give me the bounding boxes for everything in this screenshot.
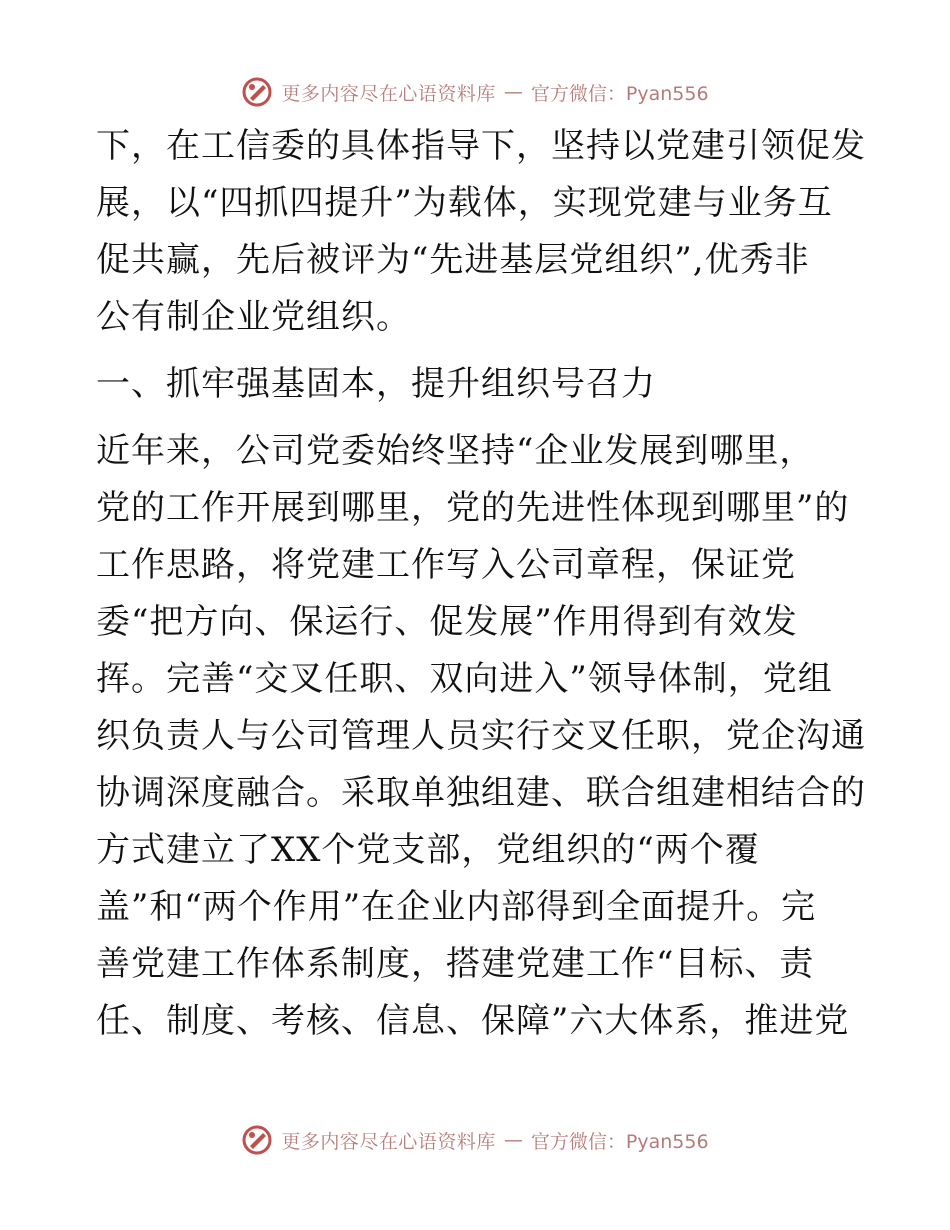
watermark-text: 更多内容尽在心语资料库 (281, 1130, 496, 1153)
brand-logo-icon (241, 1124, 273, 1156)
text-line: 方式建立了XX个党支部，党组织的“两个覆 (96, 830, 760, 870)
text-line: 任、制度、考核、信息、保障”六大体系，推进党 (96, 1001, 850, 1041)
watermark-separator: — (503, 1129, 523, 1151)
heading-line: 一、抓牢强基固本，提升组织号召力 (96, 364, 656, 404)
text-line: 协调深度融合。采取单独组建、联合组建相结合的 (96, 773, 866, 813)
text-line: 党的工作开展到哪里，党的先进性体现到哪里”的 (96, 488, 850, 528)
watermark-header (0, 72, 950, 112)
text-line: 委“把方向、保运行、促发展”作用得到有效发 (96, 602, 798, 642)
paragraph-body (96, 423, 866, 1050)
watermark-text: 更多内容尽在心语资料库 (281, 82, 496, 105)
paragraph-intro (96, 118, 866, 346)
section-heading (96, 356, 856, 413)
watermark-contact: 官方微信：Pyan556 (530, 1130, 709, 1153)
text-line: 近年来，公司党委始终坚持“企业发展到哪里， (96, 431, 815, 471)
text-line: 展，以“四抓四提升”为载体，实现党建与业务互 (96, 183, 833, 223)
text-line: 挥。完善“交叉任职、双向进入”领导体制，党组 (96, 659, 833, 699)
document-body (96, 118, 866, 1050)
brand-logo-icon (241, 76, 273, 108)
watermark-footer (0, 1120, 950, 1160)
text-line: 盖”和“两个作用”在企业内部得到全面提升。完 (96, 887, 817, 927)
text-line: 下，在工信委的具体指导下，坚持以党建引领促发 (96, 126, 866, 166)
watermark-contact: 官方微信：Pyan556 (530, 82, 709, 105)
watermark-separator: — (503, 81, 523, 103)
text-line: 善党建工作体系制度，搭建党建工作“目标、责 (96, 944, 815, 984)
text-line: 工作思路，将党建工作写入公司章程，保证党 (96, 545, 796, 585)
text-line: 织负责人与公司管理人员实行交叉任职，党企沟通 (96, 716, 866, 756)
text-line: 公有制企业党组织。 (96, 297, 411, 337)
text-line: 促共赢，先后被评为“先进基层党组织”,优秀非 (96, 240, 810, 280)
